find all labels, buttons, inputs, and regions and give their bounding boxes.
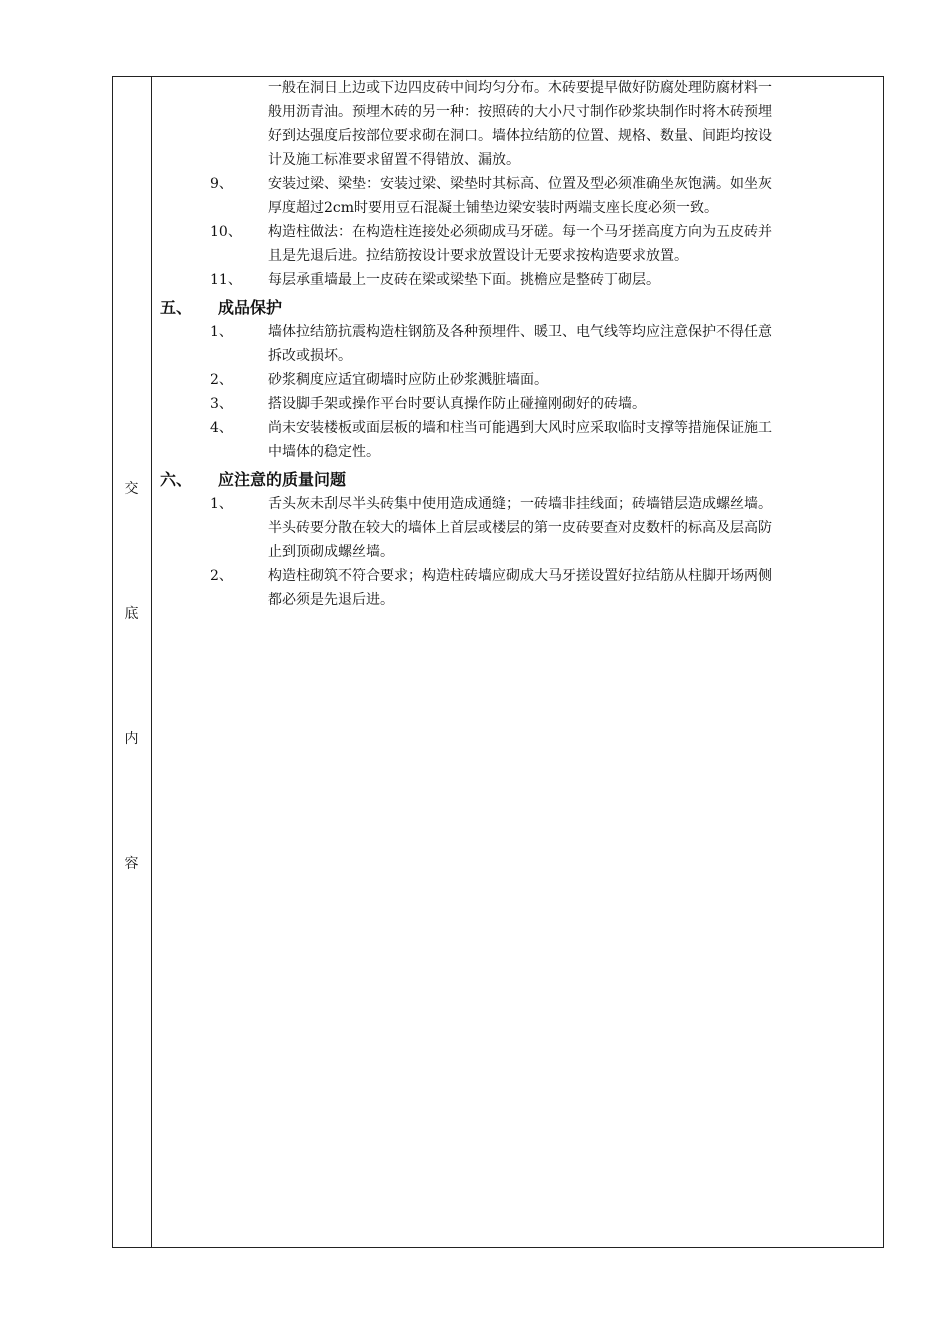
item-number: 10、 xyxy=(210,224,242,240)
text-line: 安装过梁、梁垫：安装过梁、梁垫时其标高、位置及型必须准确坐灰饱满。如坐灰 xyxy=(268,176,772,192)
text-line: 中墙体的稳定性。 xyxy=(268,444,380,460)
list-item xyxy=(160,368,876,392)
list-item-10 xyxy=(160,220,876,268)
item-number: 2、 xyxy=(210,568,233,584)
side-label-char-3: 内 xyxy=(124,731,139,747)
list-item xyxy=(160,392,876,416)
section-number: 五、 xyxy=(160,298,193,317)
list-item-11 xyxy=(160,268,876,292)
text-line: 且是先退后进。拉结筋按设计要求放置设计无要求按构造要求放置。 xyxy=(268,248,688,264)
item-number: 2、 xyxy=(210,372,233,388)
item-number: 9、 xyxy=(210,176,233,192)
list-item xyxy=(160,492,876,564)
text-line: 构造柱做法：在构造柱连接处必须砌成马牙磋。每一个马牙搓高度方向为五皮砖并 xyxy=(268,224,772,240)
intro-paragraph xyxy=(160,76,876,172)
text-line: 墙体拉结筋抗震构造柱钢筋及各种预埋件、暖卫、电气线等均应注意保护不得任意 xyxy=(268,324,772,340)
text-line: 厚度超过2cm时要用豆石混凝土铺垫边梁安装时两端支座长度必须一致。 xyxy=(268,200,719,216)
text-line: 尚未安装楼板或面层板的墙和柱当可能遇到大风时应采取临时支撑等措施保证施工 xyxy=(268,420,772,436)
text-line: 一般在洞日上边或下边四皮砖中间均匀分布。木砖要提早做好防腐处理防腐材料一 xyxy=(268,80,772,96)
text-line: 半头砖要分散在较大的墙体上首层或楼层的第一皮砖要查对皮数杆的标高及层高防 xyxy=(268,520,772,536)
text-line: 拆改或损坏。 xyxy=(268,348,352,364)
side-label-char-1: 交 xyxy=(124,481,139,497)
text-line: 每层承重墙最上一皮砖在梁或梁垫下面。挑檐应是整砖丁砌层。 xyxy=(268,272,660,288)
item-number: 1、 xyxy=(210,324,233,340)
side-label-char-2: 底 xyxy=(124,606,139,622)
text-line: 计及施工标准要求留置不得错放、漏放。 xyxy=(268,152,520,168)
section-title: 应注意的质量问题 xyxy=(218,470,347,489)
section-heading-6 xyxy=(160,468,876,492)
item-number: 3、 xyxy=(210,396,233,412)
section-heading-5 xyxy=(160,296,876,320)
text-line: 都必须是先退后进。 xyxy=(268,592,394,608)
section-number: 六、 xyxy=(160,470,193,489)
item-number: 4、 xyxy=(210,420,233,436)
item-number: 1、 xyxy=(210,496,233,512)
text-line: 搭设脚手架或操作平台时要认真操作防止碰撞刚砌好的砖墙。 xyxy=(268,396,646,412)
list-item xyxy=(160,320,876,368)
item-number: 11、 xyxy=(210,272,242,288)
text-line: 构造柱砌筑不符合要求；构造柱砖墙应砌成大马牙搓设置好拉结筋从柱脚开场两侧 xyxy=(268,568,772,584)
list-item-9 xyxy=(160,172,876,220)
section-title: 成品保护 xyxy=(218,298,283,317)
text-line: 砂浆稠度应适宜砌墙时应防止砂浆溅脏墙面。 xyxy=(268,372,548,388)
list-item xyxy=(160,564,876,612)
text-line: 好到达强度后按部位要求砌在洞口。墙体拉结筋的位置、规格、数量、间距均按设 xyxy=(268,128,772,144)
text-line: 止到顶砌成螺丝墙。 xyxy=(268,544,394,560)
side-label-char-4: 容 xyxy=(124,856,139,872)
column-divider xyxy=(151,76,152,1248)
list-item xyxy=(160,416,876,464)
document-content xyxy=(160,76,876,612)
text-line: 般用沥青油。预埋木砖的另一种：按照砖的大小尺寸制作砂浆块制作时将木砖预埋 xyxy=(268,104,772,120)
text-line: 舌头灰未刮尽半头砖集中使用造成通缝；一砖墙非挂线面；砖墙错层造成螺丝墙。 xyxy=(268,496,772,512)
